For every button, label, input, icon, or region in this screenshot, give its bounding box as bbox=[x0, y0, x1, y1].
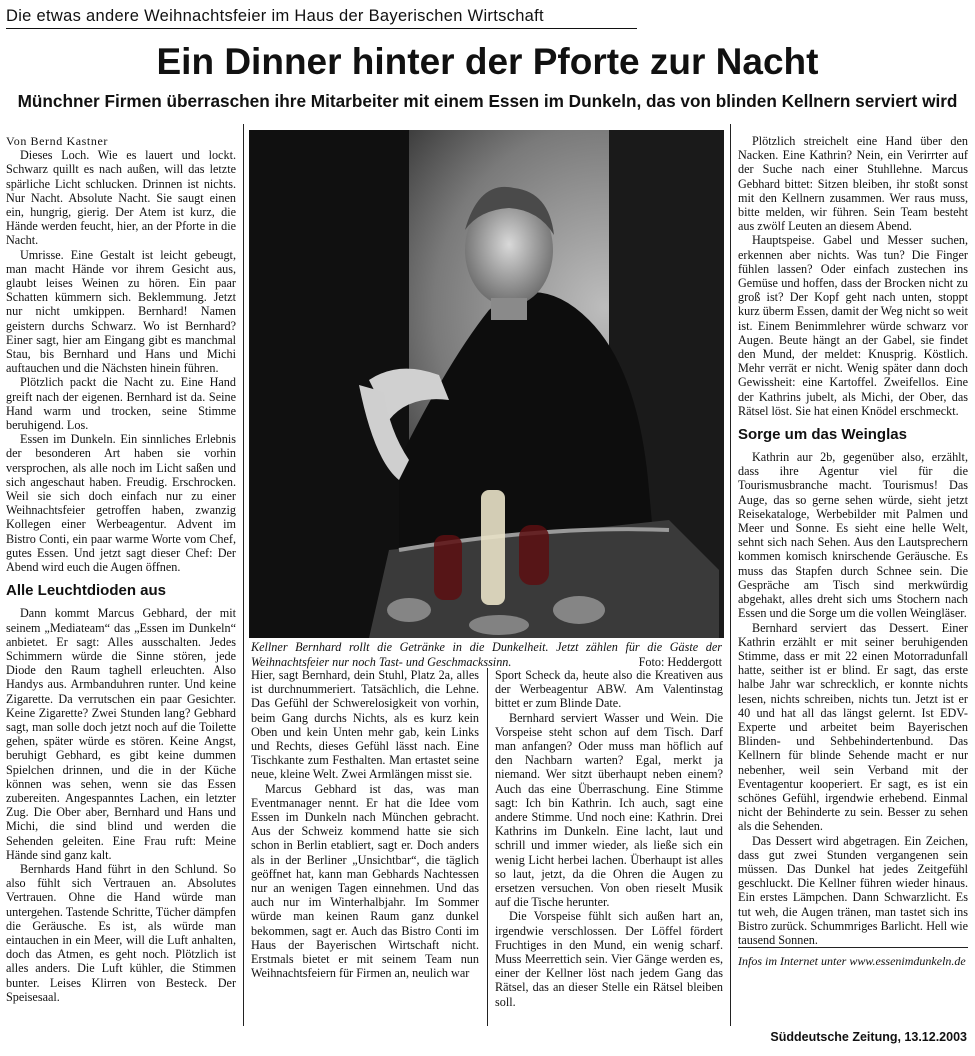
paragraph: Plötzlich packt die Nacht zu. Eine Hand greift nach der eigenen. Bernhard ist da. Seine Hand warm und trocken, seine Stimme beruhigend. Los. bbox=[6, 375, 236, 433]
paragraph: Bernhard serviert Wasser und Wein. Die Vorspeise steht schon auf dem Tisch. Darf man anfangen? Oder muss man höflich auf den Nachbarn warten? Egal, merkt ja niemand. Wer sitzt überhaupt neben einem? Auch das eine Überraschung. Eine Stimme sagt: Ich bin Kathrin. Ich auch, sagt eine andere Stimme. Und noch eine: Kathrin. Drei Kathrins im Dunkeln. Eine lacht, laut und schrill und immer wieder, als ließe sich ein wenig Licht herbei lachen. Überhaupt ist alles so laut, jetzt, da die Ohren die Augen zu ersetzen versuchen. Von oben rieselt Musik auf die Tische herunter. bbox=[495, 710, 723, 910]
column-rule bbox=[487, 668, 488, 1026]
paragraph: Hauptspeise. Gabel und Messer suchen, erkennen aber nichts. Was tun? Die Finger fühlen lassen? Oder einfach zustechen ins Gemüse und hoffen, dass der Brocken nicht zu groß ist? Der Kopf geht nach unten, stoppt kurz überm Essen, damit der Weg nicht so weit ist. Einem Benimmlehrer würde schwarz vor Augen. Beute hängt an der Gabel, sie findet den Mund, der meldet: Knusprig. Köstlich. Mehr verrät er nicht. Wenig später dann doch Gewissheit: eine Kartoffel. Zweifellos. Eine der Kathrins jubelt, als Michi, der Ober, das Rätsel löst. Sie hat einen Knödel erschmeckt. bbox=[738, 233, 968, 418]
paragraph: Dann kommt Marcus Gebhard, der mit seinem „Mediateam“ das „Essen im Dunkeln“ anbietet. Er sagt: Alles ausschalten. Jedes Schimmern würde die Sinne stören, jede Diode den Raum taghell erleuchten. Also Handys aus. Armbanduhren runter. Und keine Zigarette. Da verrutschen ein paar Gesichter. Keine Zigarette? Zwei Stunden lang? Gebhard sagt, man solle doch jetzt noch auf die Toilette gehen, später würde es stören. Keine Angst, beruhigt Gebhard, es gibt keine dummen Spielchen drinnen, und die in der Küche können was sehen, wenn sie das Essen zubereiten. Angespanntes Lachen, ein letzter Zug. Die Ober aber, Bernhard und Hans und Michi, die sind blind und werden die Sehenden geleiten. Eine Frau ruft: Meine Hände sind ganz kalt. bbox=[6, 606, 236, 862]
paragraph: Bernhards Hand führt in den Schlund. So also fühlt sich Vertrauen an. Absolutes Vertrauen. Ohne die Hand würde man untergehen. Tastende Schritte, Tücher dämpfen die Geräusche. Es ist, als würde man eintauchen in ein Meer, will die Luft anhalten, doch das Atmen, es geht noch. Plötzlich ist alles anders. Die Luft kühler, die Stimmen bunter. Leises Klirren von Besteck. Der Speisesaal. bbox=[6, 861, 236, 1004]
column-2 bbox=[251, 668, 479, 980]
source-footer: Süddeutsche Zeitung, 13.12.2003 bbox=[770, 1030, 967, 1044]
byline: Von Bernd Kastner bbox=[6, 134, 108, 148]
section-heading: Sorge um das Weinglas bbox=[738, 426, 907, 444]
paragraph: Die Vorspeise fühlt sich außen hart an, irgendwie verschlossen. Der Löffel fördert Fruchtiges in den Mund, ein wenig scharf. Muss Meerrettich sein. Vier Gänge werden es, einer der Kellner löst nach jedem Gang das Rätsel, das an dieser Stelle ein Rätsel bleiben soll. bbox=[495, 909, 723, 1009]
waiter-photo-illustration bbox=[249, 130, 724, 638]
paragraph: Kathrin aur 2b, gegenüber also, erzählt, dass ihre Agentur viel für die Tourismusbranche macht. Tourismus! Das Auge, das so gerne sehen würde, sieht jetzt Reisekataloge, Werbebilder mit Palmen und Meer und Sonne. Es sieht eine helle Welt, sehnt sich nach Sehen. Aus den Lautsprechern kommen komisch knirschende Geräusche. Es muss das Stapfen durch Schnee sein. Die Gespräche am Tisch sind merkwürdig abgehakt, alles dreht sich ums Stochern nach Essen und die Sorge um die vollen Weingläser. bbox=[738, 450, 968, 621]
paragraph: Plötzlich streichelt eine Hand über den Nacken. Eine Kathrin? Nein, ein Verirrter auf der Suche nach einer Stuhllehne. Marcus Gebhard bittet: Sitzen bleiben, ihr stoßt sonst mit den Kellnern zusammen. Wer raus muss, bitte melden, wir führen. Sein Team besteht aus zwölf Leuten an diesem Abend. bbox=[738, 134, 968, 234]
section-heading: Alle Leuchtdioden aus bbox=[6, 582, 167, 600]
paragraph: Umrisse. Eine Gestalt ist leicht gebeugt, man macht Hände vor ihrem Gesicht aus, glaubt leises Weinen zu hören. Ein paar Schatten kümmern sich. Beklemmung. Jetzt nur nicht umkippen. Bernhard! Namen geistern durchs Schwarz. Wo ist Bernhard? Einer sagt, hier am Eingang gibt es manchmal Stau, bis Bernhard und Hans und Michi auftauchen und die Nächsten hinein führen. bbox=[6, 247, 236, 376]
paragraph: Sport Scheck da, heute also die Kreativen aus der Werbeagentur ABW. Am Valentinstag bittet er zum Blinde Date. bbox=[495, 668, 723, 711]
photo-caption bbox=[251, 640, 722, 669]
column-rule bbox=[243, 124, 244, 1026]
paragraph: Hier, sagt Bernhard, dein Stuhl, Platz 2a, alles ist durchnummeriert. Tatsächlich, die Lehne. Das Gefühl der Schwerelosigkeit von vorhin, beim Gang durchs Nichts, als es kurz kein Oben und kein Unten mehr gab, kein Links und Rechts, dieses Gefühl lässt nach. Eine Tischkante zum Festhalten. Man ertastet seine neue, kleine Welt. Zwei Armlängen misst sie. bbox=[251, 668, 479, 782]
column-4 bbox=[738, 134, 968, 968]
paragraph: Bernhard serviert das Dessert. Einer Kathrin erzählt er mit seiner beruhigenden Stimme, dass er mit 22 einen Motorradunfall hatte, seither ist er blind. Er sagt, das erste halbe Jahr war schrecklich, er konnte nichts lesen, nichts schreiben, nichts tun. Jetzt ist er 40 und hat all das längst gelernt. Ist EDV-Experte und arbeitet beim Bayerischen Blinden- und Sehbehindertenbund. Das Kellnern für blinde Sehende macht er nur nebenher, weil sein Verband mit der Eventagentur kooperiert. Er sagt, es ist ein schönes Gefühl, irgendwie erhebend. Einmal nicht der Behinderte zu sein. Besser zu sehen als die Sehenden. bbox=[738, 620, 968, 834]
info-link[interactable]: Infos im Internet unter www.essenimdunkeln.de bbox=[738, 947, 968, 968]
paragraph: Das Dessert wird abgetragen. Ein Zeichen, dass gut zwei Stunden vergangenen sein müssen. Das Dunkel hat jedes Zeitgefühl geschluckt. Die Kellner führen wieder hinaus. Ein erstes Lämpchen. Dann Schwarzlicht. Es tut weh, die Augen tränen, man tastet sich ins Bistro zurück. Schummriges Barlicht. Hell wie tausend Sonnen. bbox=[738, 833, 968, 947]
paragraph: Dieses Loch. Wie es lauert und lockt. Schwarz quillt es nach außen, will das letzte spärliche Licht schlucken. Drinnen ist nichts. Nur Nacht. Absolute Nacht. Sie saugt einen ein, hungrig, gierig. Der Atem ist kurz, die Hände werden feucht, hier, an der Pforte in die Nacht. bbox=[6, 148, 236, 248]
paragraph: Marcus Gebhard ist das, was man Eventmanager nennt. Er hat die Idee vom Essen im Dunkeln nach München gebracht. Aus der Schweiz kommend hatte sie sich schon in Berlin etabliert, sagt er. Doch anders als in der Berliner „Unsichtbar“, die täglich geöffnet hat, kann man Gebhards Nachtessen nur an wenigen Tagen einnehmen. Und das auch nur im Winterhalbjahr. Im Sommer würde man keinen Raum ganz dunkel bekommen, sagt er. Auch das Bistro Conti im Haus der Bayerischen Wirtschaft nicht. Erstmals bietet er mit seinem Team nun Weihnachtsfeiern für Firmen an, neulich war bbox=[251, 781, 479, 981]
column-3 bbox=[495, 668, 723, 1009]
paragraph: Essen im Dunkeln. Ein sinnliches Erlebnis der besonderen Art haben sie vorhin versprochen, als alle noch im Licht saßen und sich angeschaut haben. Freudig. Erschrocken. Weil sie sich doch einfach nur zu einer Weihnachtsfeier getroffen haben, zwanzig Kollegen einer Werbeagentur. Advent im Bistro Conti, ein paar warme Worte vom Chef, gutes Essen. Und jetzt sagt dieser Chef: Der Abend wird euch die Augen öffnen. bbox=[6, 432, 236, 575]
kicker: Die etwas andere Weihnachtsfeier im Haus der Bayerischen Wirtschaft bbox=[6, 6, 637, 29]
caption-text: Kellner Bernhard rollt die Getränke in die Dunkelheit. Jetzt zählen für die Gäste der Weihnachtsfeier nur noch Tast- und Geschmackssinn. bbox=[251, 640, 722, 669]
subheadline: Münchner Firmen überraschen ihre Mitarbeiter mit einem Essen im Dunkeln, das von blinden Kellnern serviert wird bbox=[17, 91, 958, 111]
column-1 bbox=[6, 134, 236, 1004]
headline: Ein Dinner hinter der Pforte zur Nacht bbox=[156, 41, 819, 82]
article-photo bbox=[249, 130, 724, 638]
column-rule bbox=[730, 124, 731, 1026]
photo-credit: Foto: Heddergott bbox=[638, 654, 722, 669]
